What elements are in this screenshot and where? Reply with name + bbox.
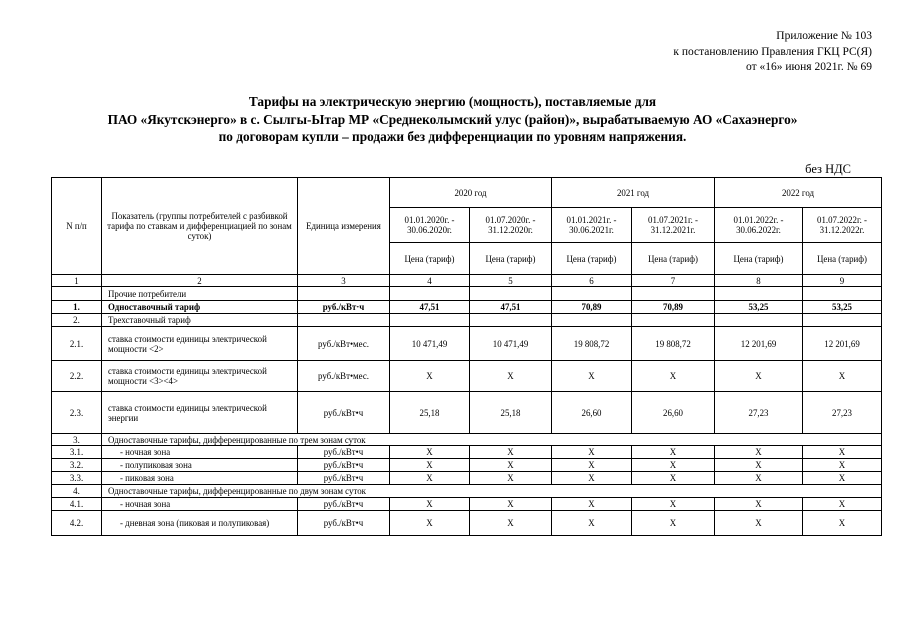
tariff-value — [803, 287, 882, 301]
tariff-value: 25,18 — [470, 392, 552, 434]
tariff-value — [552, 314, 632, 327]
tariff-value: X — [390, 459, 470, 472]
table-row — [52, 392, 882, 434]
column-number: 5 — [470, 275, 552, 287]
tariff-value: X — [715, 472, 803, 485]
tariff-value: X — [715, 511, 803, 536]
column-number-row — [52, 275, 882, 287]
tariff-value: 10 471,49 — [470, 327, 552, 361]
header-price: Цена (тариф) — [552, 243, 632, 275]
row-indicator: ставка стоимости единицы электрической мощности <2> — [102, 327, 298, 361]
column-number: 7 — [632, 275, 715, 287]
tariff-value: X — [470, 459, 552, 472]
tariff-value: X — [632, 498, 715, 511]
table-row — [52, 314, 882, 327]
row-unit — [298, 314, 390, 327]
tariff-value: X — [390, 446, 470, 459]
tariff-value: 47,51 — [470, 301, 552, 314]
table-row — [52, 361, 882, 392]
row-number: 3.1. — [52, 446, 102, 459]
row-unit — [298, 287, 390, 301]
tariff-value — [470, 287, 552, 301]
tariff-value — [632, 314, 715, 327]
tariff-value: X — [715, 446, 803, 459]
tariff-value: X — [803, 361, 882, 392]
row-number: 4.1. — [52, 498, 102, 511]
table-row — [52, 327, 882, 361]
document-title — [0, 93, 905, 146]
table-row — [52, 485, 882, 498]
table-row — [52, 287, 882, 301]
tariff-value: 70,89 — [552, 301, 632, 314]
tariff-value: X — [632, 446, 715, 459]
tariff-value: X — [715, 459, 803, 472]
tariff-value: X — [803, 446, 882, 459]
column-number: 1 — [52, 275, 102, 287]
tariff-value: X — [552, 472, 632, 485]
appendix-line: от «16» июня 2021г. № 69 — [746, 61, 872, 73]
tariff-value: 53,25 — [715, 301, 803, 314]
tariff-value: X — [552, 498, 632, 511]
table-row — [52, 472, 882, 485]
tariff-value: X — [390, 511, 470, 536]
title-line: по договорам купли – продажи без дифференциации по уровням напряжения. — [218, 129, 687, 144]
row-number: 4. — [52, 485, 102, 498]
row-unit: руб./кВт•ч — [298, 511, 390, 536]
header-year: 2022 год — [715, 178, 882, 208]
title-line: ПАО «Якутскэнерго» в с. Сылгы-Ытар МР «Среднеколымский улус (район)», вырабатываемую АО «Сахаэнерго» — [107, 111, 798, 127]
header-indicator: Показатель (группы потребителей с разбивкой тарифа по ставкам и дифференциацией по зонам суток) — [102, 178, 298, 275]
tariff-value: 26,60 — [552, 392, 632, 434]
vat-note: без НДС — [805, 162, 851, 176]
row-indicator: ставка стоимости единицы электрической мощности <3><4> — [102, 361, 298, 392]
tariff-value: X — [803, 459, 882, 472]
tariff-value: 19 808,72 — [632, 327, 715, 361]
row-number: 1. — [52, 301, 102, 314]
appendix-line: к постановлению Правления ГКЦ РС(Я) — [673, 45, 872, 58]
tariff-value: 12 201,69 — [803, 327, 882, 361]
tariff-value: 19 808,72 — [552, 327, 632, 361]
tariff-value — [390, 287, 470, 301]
column-number: 8 — [715, 275, 803, 287]
tariff-value: X — [632, 511, 715, 536]
header-num: N п/п — [52, 178, 102, 275]
table-row — [52, 434, 882, 446]
appendix-line: Приложение № 103 — [776, 30, 872, 42]
tariff-value: 27,23 — [803, 392, 882, 434]
row-unit: руб./кВт•ч — [298, 392, 390, 434]
appendix-reference — [673, 29, 872, 76]
header-period: 01.07.2020г. - 31.12.2020г. — [470, 208, 552, 243]
row-unit: руб./кВт•ч — [298, 446, 390, 459]
tariff-value: X — [715, 498, 803, 511]
row-number: 3.3. — [52, 472, 102, 485]
tariff-value: X — [390, 361, 470, 392]
tariff-value — [715, 314, 803, 327]
column-number: 4 — [390, 275, 470, 287]
tariff-value: 26,60 — [632, 392, 715, 434]
row-indicator: - пиковая зона — [102, 472, 298, 485]
tariff-value: X — [632, 472, 715, 485]
header-period: 01.07.2022г. - 31.12.2022г. — [803, 208, 882, 243]
table-row — [52, 459, 882, 472]
tariff-value: X — [632, 459, 715, 472]
row-number — [52, 287, 102, 301]
row-number: 2. — [52, 314, 102, 327]
tariff-value: 53,25 — [803, 301, 882, 314]
tariff-value: X — [470, 446, 552, 459]
row-indicator: Одноставочные тарифы, дифференцированные по двум зонам суток — [102, 485, 882, 498]
header-period: 01.01.2021г. - 30.06.2021г. — [552, 208, 632, 243]
row-unit: руб./кВт•ч — [298, 498, 390, 511]
header-period: 01.07.2021г. - 31.12.2021г. — [632, 208, 715, 243]
table-row — [52, 511, 882, 536]
tariff-value: X — [803, 498, 882, 511]
row-indicator: Прочие потребители — [102, 287, 298, 301]
tariff-value: X — [552, 511, 632, 536]
column-number: 6 — [552, 275, 632, 287]
row-indicator: Одноставочные тарифы, дифференцированные по трем зонам суток — [102, 434, 882, 446]
row-unit: руб./кВт•ч — [298, 472, 390, 485]
row-number: 4.2. — [52, 511, 102, 536]
tariff-value: X — [552, 459, 632, 472]
tariff-value — [715, 287, 803, 301]
header-year: 2021 год — [552, 178, 715, 208]
tariff-table — [51, 177, 882, 536]
column-number: 2 — [102, 275, 298, 287]
row-number: 3.2. — [52, 459, 102, 472]
header-period: 01.01.2020г. - 30.06.2020г. — [390, 208, 470, 243]
tariff-value: 27,23 — [715, 392, 803, 434]
tariff-value: X — [552, 361, 632, 392]
header-price: Цена (тариф) — [715, 243, 803, 275]
tariff-value: X — [632, 361, 715, 392]
header-price: Цена (тариф) — [470, 243, 552, 275]
row-unit: руб./кВт•мес. — [298, 327, 390, 361]
tariff-value: 25,18 — [390, 392, 470, 434]
tariff-value: 70,89 — [632, 301, 715, 314]
tariff-value: X — [470, 511, 552, 536]
row-number: 2.2. — [52, 361, 102, 392]
column-number: 9 — [803, 275, 882, 287]
row-indicator: Одноставочный тариф — [102, 301, 298, 314]
row-number: 3. — [52, 434, 102, 446]
tariff-value — [390, 314, 470, 327]
row-number: 2.1. — [52, 327, 102, 361]
column-number: 3 — [298, 275, 390, 287]
row-indicator: ставка стоимости единицы электрической энергии — [102, 392, 298, 434]
tariff-value: X — [803, 511, 882, 536]
tariff-value: X — [552, 446, 632, 459]
row-indicator: - полупиковая зона — [102, 459, 298, 472]
tariff-value: X — [390, 472, 470, 485]
tariff-value: X — [715, 361, 803, 392]
header-unit: Единица измерения — [298, 178, 390, 275]
header-price: Цена (тариф) — [803, 243, 882, 275]
tariff-value: 10 471,49 — [390, 327, 470, 361]
header-price: Цена (тариф) — [632, 243, 715, 275]
header-period: 01.01.2022г. - 30.06.2022г. — [715, 208, 803, 243]
tariff-value: X — [803, 472, 882, 485]
header-price: Цена (тариф) — [390, 243, 470, 275]
row-unit: руб./кВт•мес. — [298, 361, 390, 392]
table-row — [52, 446, 882, 459]
tariff-value: X — [470, 472, 552, 485]
row-unit: руб./кВт•ч — [298, 459, 390, 472]
row-indicator: Трехставочный тариф — [102, 314, 298, 327]
tariff-value — [803, 314, 882, 327]
tariff-value — [552, 287, 632, 301]
tariff-value: 47,51 — [390, 301, 470, 314]
table-row — [52, 301, 882, 314]
tariff-value — [470, 314, 552, 327]
row-number: 2.3. — [52, 392, 102, 434]
tariff-value: 12 201,69 — [715, 327, 803, 361]
tariff-value: X — [470, 361, 552, 392]
table-row — [52, 498, 882, 511]
tariff-value: X — [470, 498, 552, 511]
tariff-value — [632, 287, 715, 301]
row-indicator: - ночная зона — [102, 498, 298, 511]
title-line: Тарифы на электрическую энергию (мощность), поставляемые для — [248, 94, 657, 109]
row-unit: руб./кВт·ч — [298, 301, 390, 314]
row-indicator: - ночная зона — [102, 446, 298, 459]
row-indicator: - дневная зона (пиковая и полупиковая) — [102, 511, 298, 536]
tariff-body — [52, 287, 882, 536]
tariff-value: X — [390, 498, 470, 511]
header-year: 2020 год — [390, 178, 552, 208]
